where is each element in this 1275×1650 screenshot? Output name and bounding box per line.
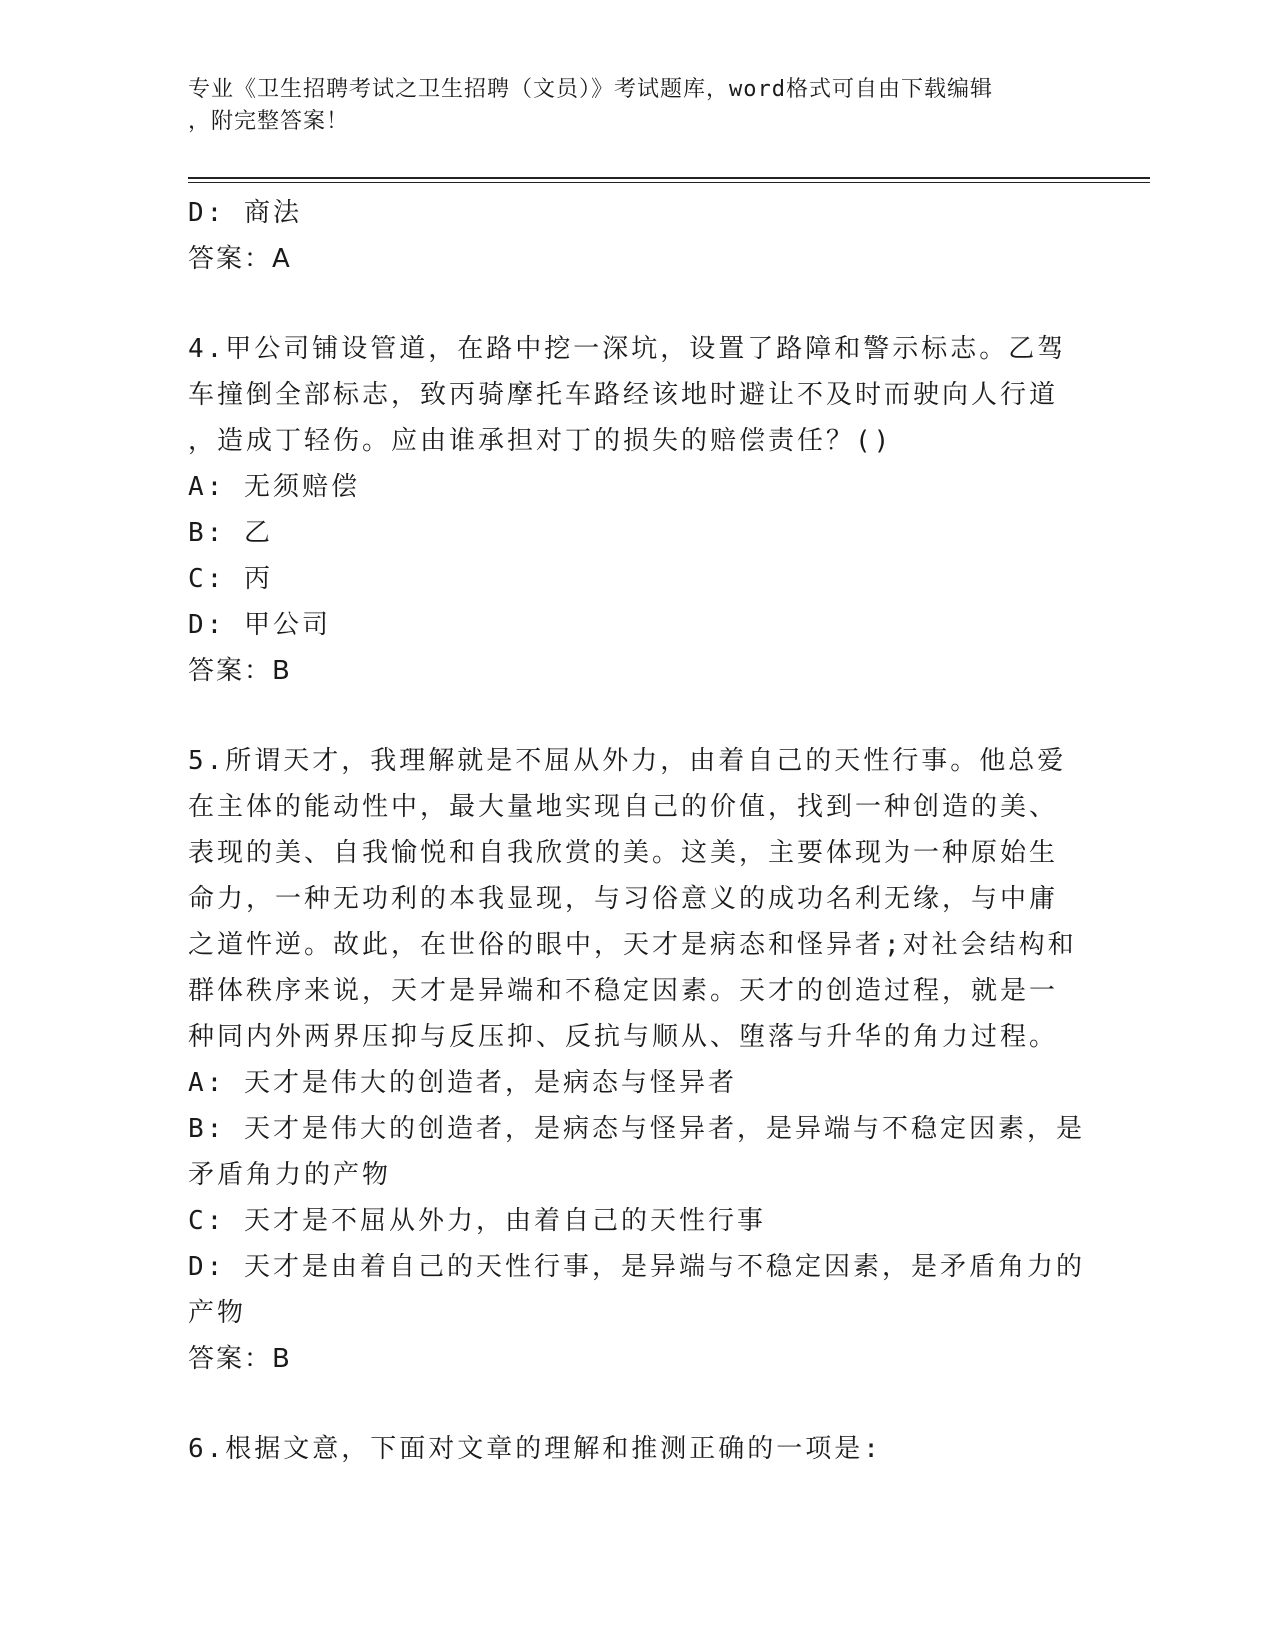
spacer (188, 694, 1088, 738)
option-c: C: 天才是不屈从外力，由着自己的天性行事 (188, 1206, 766, 1236)
question-stem-line: 车撞倒全部标志，致丙骑摩托车路经该地时避让不及时而驶向人行道 (188, 380, 1059, 410)
question-stem-line: 在主体的能动性中，最大量地实现自己的价值，找到一种创造的美、 (188, 792, 1059, 822)
document-header (188, 74, 1068, 138)
option-b-line: 矛盾角力的产物 (188, 1160, 392, 1190)
question-4 (188, 326, 1088, 694)
question-content (188, 190, 1088, 1472)
question-5 (188, 738, 1088, 1382)
question-stem-line: 6.根据文意，下面对文章的理解和推测正确的一项是: (188, 1434, 882, 1464)
option-a: A: 天才是伟大的创造者，是病态与怪异者 (188, 1068, 737, 1098)
header-divider-thin (188, 182, 1150, 183)
option-c: C: 丙 (188, 564, 273, 594)
spacer (188, 282, 1088, 326)
question-stem-line: ，造成丁轻伤。应由谁承担对丁的损失的赔偿责任？() (188, 426, 893, 456)
option-b: B: 乙 (188, 518, 273, 548)
question-stem-line: 种同内外两界压抑与反压抑、反抗与顺从、堕落与升华的角力过程。 (188, 1022, 1059, 1052)
answer-line: 答案：A (188, 244, 292, 274)
question-stem-line: 命力，一种无功利的本我显现，与习俗意义的成功名利无缘，与中庸 (188, 884, 1059, 914)
question-stem-line: 5.所谓天才，我理解就是不屈从外力，由着自己的天性行事。他总爱 (188, 746, 1067, 776)
option-d: D: 商法 (188, 198, 302, 228)
option-d: D: 甲公司 (188, 610, 331, 640)
question-stem-line: 群体秩序来说，天才是异端和不稳定因素。天才的创造过程，就是一 (188, 976, 1059, 1006)
question-stem-line: 之道忤逆。故此，在世俗的眼中，天才是病态和怪异者;对社会结构和 (188, 930, 1077, 960)
answer-line: 答案：B (188, 656, 292, 686)
header-divider-thick (188, 177, 1150, 179)
answer-line: 答案：B (188, 1344, 292, 1374)
option-b-line: B: 天才是伟大的创造者，是病态与怪异者，是异端与不稳定因素，是 (188, 1114, 1085, 1144)
option-a: A: 无须赔偿 (188, 472, 360, 502)
header-line-1: 专业《卫生招聘考试之卫生招聘（文员）》考试题库，word格式可自由下载编辑 (188, 77, 993, 102)
question-stem-line: 4.甲公司铺设管道，在路中挖一深坑，设置了路障和警示标志。乙驾 (188, 334, 1067, 364)
option-d-line: 产物 (188, 1298, 247, 1328)
question-3-tail (188, 190, 1088, 282)
question-stem-line: 表现的美、自我愉悦和自我欣赏的美。这美，主要体现为一种原始生 (188, 838, 1059, 868)
option-d-line: D: 天才是由着自己的天性行事，是异端与不稳定因素，是矛盾角力的 (188, 1252, 1085, 1282)
header-line-2: ，附完整答案！ (188, 109, 350, 134)
spacer (188, 1382, 1088, 1426)
question-6 (188, 1426, 1088, 1472)
